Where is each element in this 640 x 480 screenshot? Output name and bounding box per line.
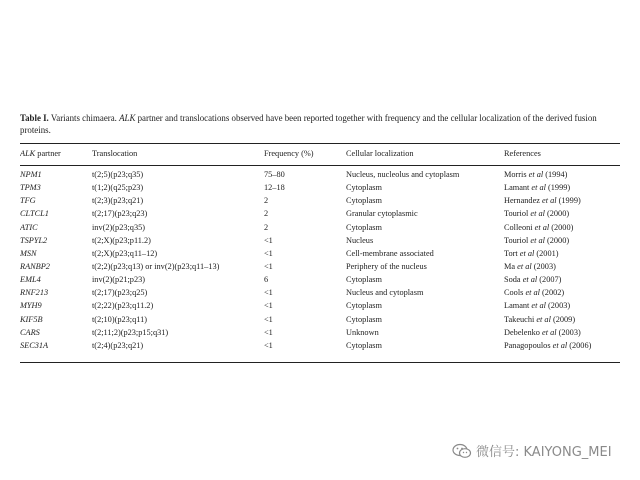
table-row bbox=[20, 194, 620, 207]
header-localization: Cellular localization bbox=[346, 149, 414, 158]
reference-etal: et al bbox=[531, 301, 546, 311]
reference-year: (1994) bbox=[545, 170, 568, 180]
wechat-icon bbox=[452, 443, 472, 459]
reference-author: Tort bbox=[504, 248, 518, 258]
cell-gene: MYH9 bbox=[20, 301, 42, 311]
cell-localization: Cytoplasm bbox=[346, 183, 382, 193]
caption-alk: ALK bbox=[119, 113, 136, 123]
cell-localization: Cell-membrane associated bbox=[346, 248, 434, 258]
cell-translocation: t(1;2)(q25;p23) bbox=[92, 183, 144, 193]
cell-translocation: t(2;X)(p23;p11.2) bbox=[92, 235, 151, 245]
reference-author: Touriol bbox=[504, 209, 529, 219]
table-row bbox=[20, 286, 620, 299]
cell-reference bbox=[504, 247, 620, 260]
cell-gene: TFG bbox=[20, 196, 36, 206]
cell-reference bbox=[504, 339, 620, 352]
reference-etal: et al bbox=[517, 262, 532, 272]
reference-etal: et al bbox=[528, 170, 544, 180]
reference-author: Lamant bbox=[504, 301, 530, 311]
cell-reference bbox=[504, 299, 620, 312]
cell-frequency: 2 bbox=[264, 196, 269, 206]
cell-translocation: t(2;X)(p23;q11–12) bbox=[92, 248, 158, 258]
cell-frequency: 75–80 bbox=[264, 170, 285, 180]
cell-localization: Periphery of the nucleus bbox=[346, 262, 427, 272]
reference-author: Panagopoulos bbox=[504, 340, 551, 350]
cell-translocation: t(2;5)(p23;q35) bbox=[92, 170, 144, 180]
cell-gene: MSN bbox=[20, 248, 37, 258]
reference-year: (2007) bbox=[539, 275, 562, 285]
cell-gene: RANBP2 bbox=[20, 262, 50, 272]
table-row bbox=[20, 221, 620, 234]
cell-frequency: 2 bbox=[264, 222, 269, 232]
table-row bbox=[20, 313, 620, 326]
table-row bbox=[20, 339, 620, 352]
reference-etal: et al bbox=[522, 275, 538, 285]
table-row bbox=[20, 260, 620, 273]
reference-year: (1999) bbox=[558, 196, 581, 206]
reference-author: Morris bbox=[504, 170, 527, 180]
reference-year: (2006) bbox=[569, 340, 592, 350]
cell-frequency: 2 bbox=[264, 209, 269, 219]
cell-gene: TSPYL2 bbox=[20, 235, 48, 245]
cell-translocation: t(2;17)(p23;q23) bbox=[92, 209, 148, 219]
cell-gene: CARS bbox=[20, 327, 40, 337]
reference-year: (2001) bbox=[536, 248, 559, 258]
cell-frequency: <1 bbox=[264, 248, 273, 258]
cell-reference bbox=[504, 165, 620, 181]
reference-etal: et al bbox=[530, 209, 545, 219]
cell-frequency: <1 bbox=[264, 340, 273, 350]
cell-reference bbox=[504, 326, 620, 339]
watermark bbox=[452, 441, 612, 460]
table-row bbox=[20, 207, 620, 220]
cell-localization: Cytoplasm bbox=[346, 301, 382, 311]
cell-localization: Granular cytoplasmic bbox=[346, 209, 418, 219]
table-row bbox=[20, 181, 620, 194]
table-top-rule bbox=[20, 143, 620, 144]
reference-author: Debelenko bbox=[504, 327, 540, 337]
watermark-text: 微信号: KAIYONG_MEI bbox=[476, 445, 612, 460]
cell-reference bbox=[504, 181, 620, 194]
cell-localization: Cytoplasm bbox=[346, 314, 382, 324]
header-frequency: Frequency (%) bbox=[264, 149, 314, 158]
table-header-row bbox=[20, 147, 620, 165]
reference-author: Hernandez bbox=[504, 196, 540, 206]
reference-etal: et al bbox=[531, 183, 546, 193]
reference-etal: et al bbox=[542, 196, 557, 206]
cell-reference bbox=[504, 234, 620, 247]
cell-gene: NPM1 bbox=[20, 170, 42, 180]
reference-year: (2000) bbox=[546, 235, 570, 245]
cell-translocation: t(2;2)(p23;q13) or inv(2)(p23;q11–13) bbox=[92, 262, 220, 272]
reference-year: (2003) bbox=[548, 301, 571, 311]
cell-localization: Cytoplasm bbox=[346, 340, 382, 350]
table-bottom-rule bbox=[20, 362, 620, 363]
cell-reference bbox=[504, 207, 620, 220]
cell-localization: Nucleus, nucleolus and cytoplasm bbox=[346, 170, 460, 180]
reference-author: Lamant bbox=[504, 183, 530, 193]
cell-localization: Unknown bbox=[346, 327, 379, 337]
reference-author: Ma bbox=[504, 262, 516, 272]
header-partner-label: partner bbox=[35, 149, 61, 158]
cell-localization: Cytoplasm bbox=[346, 275, 382, 285]
alk-variants-table bbox=[20, 147, 620, 352]
cell-reference bbox=[504, 260, 620, 273]
cell-reference bbox=[504, 273, 620, 286]
table-body bbox=[20, 165, 620, 352]
reference-author: Soda bbox=[504, 275, 521, 285]
reference-etal: et al bbox=[525, 288, 540, 298]
cell-translocation: t(2;3)(p23;q21) bbox=[92, 196, 144, 206]
cell-translocation: t(2;10)(p23;q11) bbox=[92, 314, 147, 324]
header-references: References bbox=[504, 149, 541, 158]
cell-reference bbox=[504, 313, 620, 326]
cell-frequency: 6 bbox=[264, 275, 269, 285]
reference-etal: et al bbox=[530, 235, 545, 245]
cell-localization: Cytoplasm bbox=[346, 222, 382, 232]
header-partner bbox=[20, 147, 92, 165]
cell-frequency: <1 bbox=[264, 288, 273, 298]
cell-translocation: inv(2)(p21;p23) bbox=[92, 275, 145, 285]
cell-translocation: inv(2)(p23;q35) bbox=[92, 222, 145, 232]
reference-year: (1999) bbox=[548, 183, 571, 193]
cell-localization: Cytoplasm bbox=[346, 196, 382, 206]
table-row bbox=[20, 234, 620, 247]
cell-frequency: <1 bbox=[264, 235, 273, 245]
cell-reference bbox=[504, 194, 620, 207]
table-row bbox=[20, 247, 620, 260]
caption-text-1: Variants chimaera. bbox=[48, 113, 120, 123]
reference-etal: et al bbox=[534, 222, 550, 232]
cell-frequency: <1 bbox=[264, 301, 273, 311]
cell-gene: ATIC bbox=[20, 222, 38, 232]
reference-etal: et al bbox=[542, 327, 557, 337]
reference-etal: et al bbox=[536, 314, 551, 324]
cell-reference bbox=[504, 286, 620, 299]
cell-translocation: t(2;22)(p23;q11.2) bbox=[92, 301, 154, 311]
reference-author: Colleoni bbox=[504, 222, 533, 232]
header-translocation: Translocation bbox=[92, 149, 138, 158]
caption-label: Table I. bbox=[20, 113, 49, 123]
reference-etal: et al bbox=[552, 340, 568, 350]
reference-etal: et al bbox=[519, 248, 535, 258]
cell-frequency: 12–18 bbox=[264, 183, 285, 193]
cell-gene: TPM3 bbox=[20, 183, 41, 193]
cell-frequency: <1 bbox=[264, 314, 273, 324]
table-row bbox=[20, 273, 620, 286]
reference-author: Touriol bbox=[504, 235, 529, 245]
table-caption bbox=[20, 112, 620, 136]
cell-gene: EML4 bbox=[20, 275, 41, 285]
reference-year: (2000) bbox=[546, 209, 570, 219]
cell-translocation: t(2;17)(p23;q25) bbox=[92, 288, 148, 298]
cell-translocation: t(2;11;2)(p23;p15;q31) bbox=[92, 327, 169, 337]
cell-gene: SEC31A bbox=[20, 340, 49, 350]
cell-localization: Nucleus bbox=[346, 235, 374, 245]
reference-year: (2000) bbox=[551, 222, 574, 232]
cell-reference bbox=[504, 221, 620, 234]
reference-author: Takeuchi bbox=[504, 314, 535, 324]
reference-year: (2003) bbox=[533, 262, 556, 272]
cell-frequency: <1 bbox=[264, 327, 273, 337]
table-row bbox=[20, 299, 620, 312]
reference-year: (2009) bbox=[552, 314, 576, 324]
cell-localization: Nucleus and cytoplasm bbox=[346, 288, 424, 298]
cell-gene: RNF213 bbox=[20, 288, 49, 298]
reference-author: Cools bbox=[504, 288, 524, 298]
table-row bbox=[20, 165, 620, 181]
cell-gene: CLTCL1 bbox=[20, 209, 49, 219]
reference-year: (2003) bbox=[558, 327, 581, 337]
cell-gene: KIF5B bbox=[20, 314, 43, 324]
cell-translocation: t(2;4)(p23;q21) bbox=[92, 340, 144, 350]
cell-frequency: <1 bbox=[264, 262, 273, 272]
reference-year: (2002) bbox=[542, 288, 565, 298]
header-partner-alk: ALK bbox=[20, 149, 36, 158]
table-row bbox=[20, 326, 620, 339]
caption-text-2: partner and translocations observed have been reported together with frequency and the cellular localization of the derived fusion proteins. bbox=[20, 113, 597, 135]
